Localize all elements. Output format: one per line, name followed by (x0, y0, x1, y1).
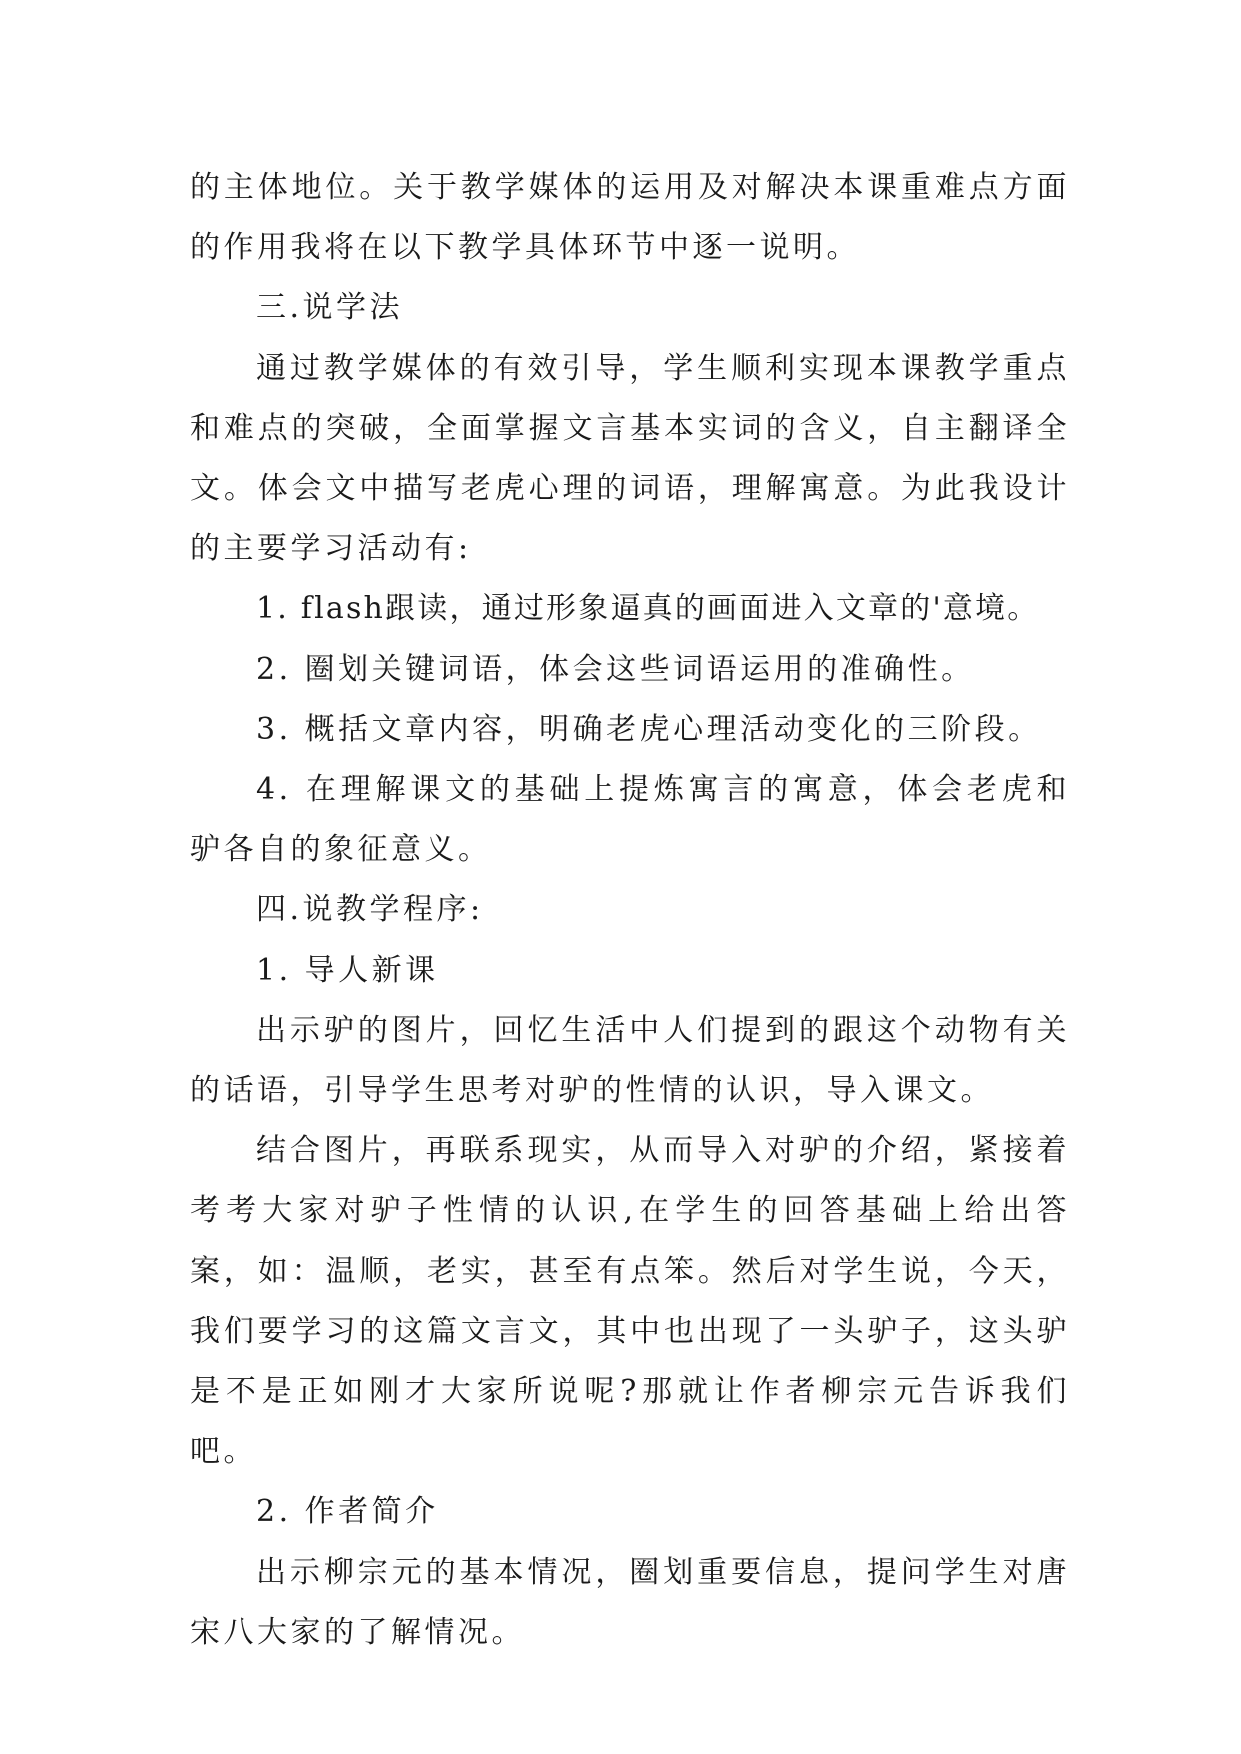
section-heading-learning-method: 三.说学法 (256, 290, 404, 326)
list-item-activity-1: 1. flash跟读，通过形象逼真的画面进入文章的'意境。 (256, 591, 1040, 627)
section-heading-teaching-procedure: 四.说教学程序: (256, 892, 484, 928)
list-item-activity-4: 4. 在理解课文的基础上提炼寓言的寓意，体会老虎和驴各自的象征意义。 (190, 772, 1070, 868)
paragraph-author-info: 出示柳宗元的基本情况，圈划重要信息，提问学生对唐宋八大家的了解情况。 (190, 1554, 1070, 1650)
paragraph-show-donkey-picture: 出示驴的图片，回忆生活中人们提到的跟这个动物有关的话语，引导学生思考对驴的性情的认识，导入课文。 (190, 1012, 1070, 1109)
list-item-activity-2: 2. 圈划关键词语，体会这些词语运用的准确性。 (256, 651, 975, 687)
subheading-new-lesson: 1. 导人新课 (256, 952, 439, 988)
subheading-author-intro: 2. 作者简介 (256, 1494, 439, 1530)
list-item-activity-3: 3. 概括文章内容，明确老虎心理活动变化的三阶段。 (256, 711, 1042, 747)
paragraph-learning-method: 通过教学媒体的有效引导，学生顺利实现本课教学重点和难点的突破，全面掌握文言基本实词的含义，自主翻译全文。体会文中描写老虎心理的词语，理解寓意。为此我设计的主要学习活动有: (190, 350, 1070, 567)
paragraph-continuation: 的主体地位。关于教学媒体的运用及对解决本课重难点方面的作用我将在以下教学具体环节中逐一说明。 (190, 170, 1070, 266)
document-body (190, 158, 1070, 1663)
paragraph-combine-pictures: 结合图片，再联系现实，从而导入对驴的介绍，紧接着考考大家对驴子性情的认识,在学生的回答基础上给出答案，如：温顺，老实，甚至有点笨。然后对学生说，今天，我们要学习的这篇文言文，其中也出现了一头驴子，这头驴是不是正如刚才大家所说呢?那就让作者柳宗元告诉我们吧。 (190, 1133, 1070, 1470)
